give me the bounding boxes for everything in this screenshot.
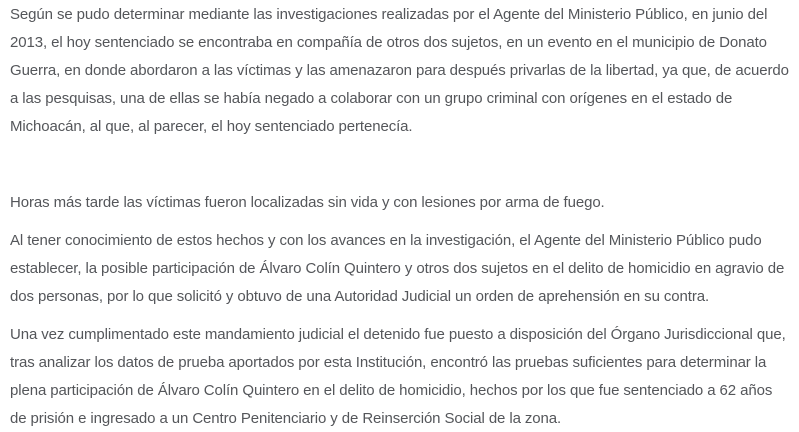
paragraph-victims-found: Horas más tarde las víctimas fueron localizadas sin vida y con lesiones por arma de fuego.	[10, 194, 605, 211]
paragraph-investigation-background: Según se pudo determinar mediante las investigaciones realizadas por el Agente del Ministerio Público, en junio del 2013, el hoy sentenciado se encontraba en compañía de otros dos sujetos, en un evento en el municipio de Donato Guerra, en donde abordaron a las víctimas y las amenazaron para después privarlas de la libertad, ya que, de acuerdo a las pesquisas, una de ellas se había negado a colaborar con un grupo criminal con orígenes en el estado de Michoacán, al que, al parecer, el hoy sentenciado pertenecía.	[10, 6, 789, 135]
paragraph-spacer	[10, 151, 790, 179]
paragraph-sentencing: Una vez cumplimentado este mandamiento judicial el detenido fue puesto a disposición del Órgano Jurisdiccional que, tras analizar los datos de prueba aportados por esta Institución, encontró las pruebas suficientes para determinar la plena participación de Álvaro Colín Quintero en el delito de homicidio, hechos por los que fue sentenciado a 62 años de prisión e ingresado a un Centro Penitenciario y de Reinserción Social de la zona.	[10, 326, 786, 427]
paragraph-arrest-warrant: Al tener conocimiento de estos hechos y con los avances en la investigación, el Agente del Ministerio Público pudo establecer, la posible participación de Álvaro Colín Quintero y otros dos sujetos en el delito de homicidio en agravio de dos personas, por lo que solicitó y obtuvo de una Autoridad Judicial un orden de aprehensión en su contra.	[10, 232, 785, 305]
